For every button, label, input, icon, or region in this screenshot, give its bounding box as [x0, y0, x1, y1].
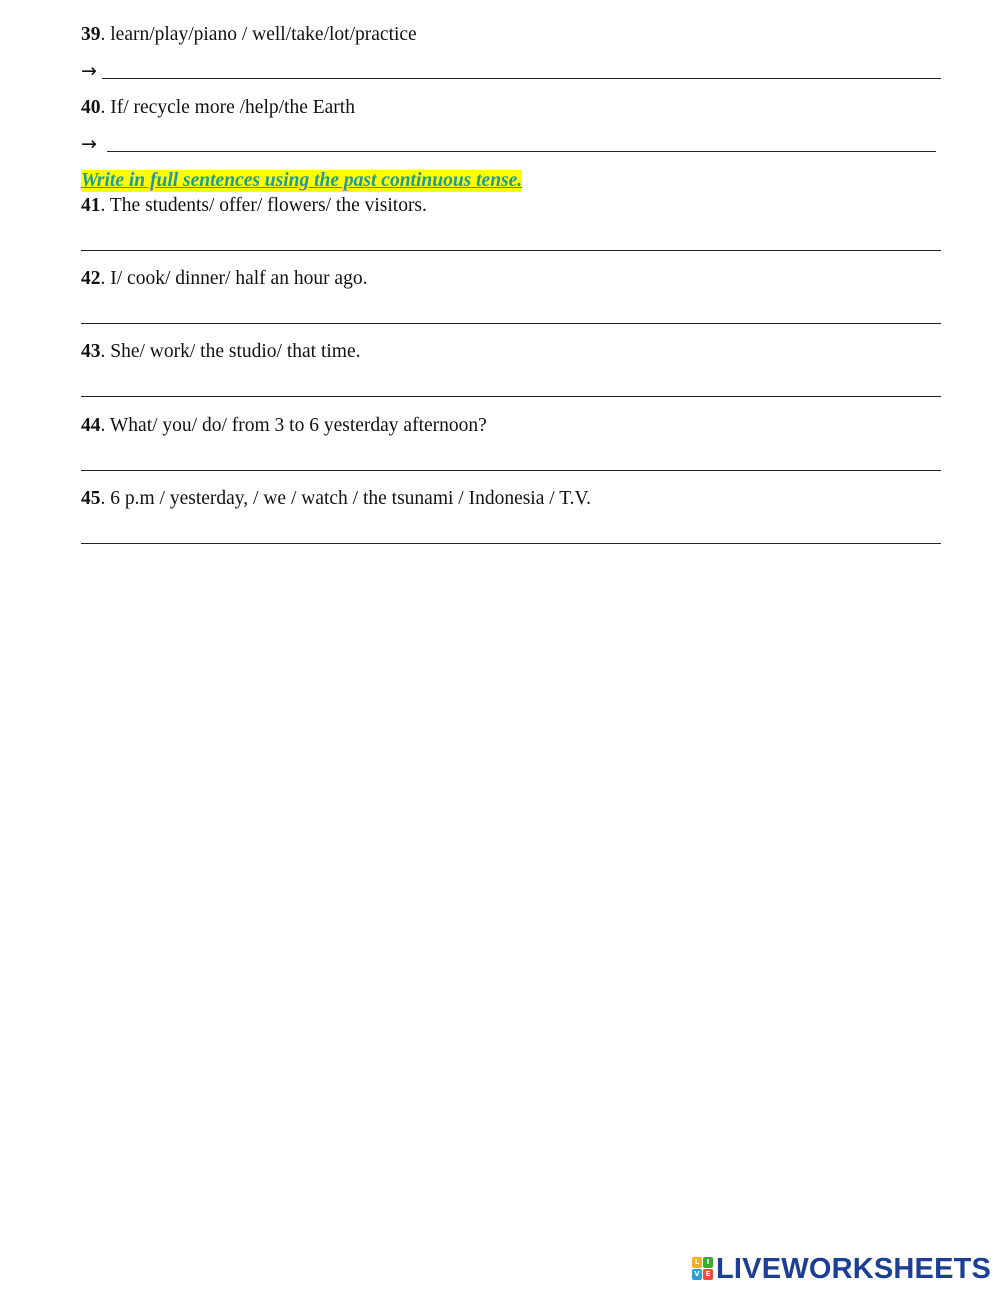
question-prompt: . She/ work/ the studio/ that time. — [100, 341, 361, 362]
arrow-icon: → — [81, 133, 97, 155]
question-number: 40 — [81, 97, 101, 118]
question-number: 42 — [81, 268, 101, 289]
question-prompt: . If/ recycle more /help/the Earth — [100, 97, 355, 118]
answer-blank[interactable] — [81, 250, 941, 251]
answer-line-41[interactable] — [81, 231, 941, 255]
question-43 — [81, 340, 360, 364]
logo-wordmark: LIVEWORKSHEETS — [716, 1253, 992, 1285]
answer-blank[interactable] — [81, 323, 941, 324]
answer-line-42[interactable] — [81, 304, 941, 328]
question-45 — [81, 487, 591, 511]
logo-tile: E — [703, 1269, 713, 1280]
answer-line-43[interactable] — [81, 377, 941, 401]
question-number: 44 — [81, 415, 101, 436]
answer-line-45[interactable] — [81, 524, 941, 548]
question-number: 39 — [81, 24, 101, 45]
question-44 — [81, 414, 487, 438]
question-prompt: . learn/play/piano / well/take/lot/practice — [100, 24, 417, 45]
question-prompt: . 6 p.m / yesterday, / we / watch / the tsunami / Indonesia / T.V. — [100, 488, 591, 509]
question-number: 43 — [81, 341, 101, 362]
liveworksheets-logo[interactable] — [692, 1253, 991, 1285]
answer-blank[interactable] — [107, 151, 936, 152]
question-prompt: . I/ cook/ dinner/ half an hour ago. — [100, 268, 368, 289]
question-number: 41 — [81, 195, 101, 216]
answer-line-44[interactable] — [81, 451, 941, 475]
question-number: 45 — [81, 488, 101, 509]
answer-blank[interactable] — [102, 78, 941, 79]
liveworksheets-icon — [692, 1257, 713, 1281]
instruction-heading: Write in full sentences using the past continuous tense. — [81, 170, 523, 191]
answer-line-40[interactable] — [81, 132, 936, 156]
question-42 — [81, 267, 367, 291]
question-41 — [81, 194, 427, 218]
question-40 — [81, 96, 355, 120]
question-prompt: . The students/ offer/ flowers/ the visitors. — [100, 195, 427, 216]
answer-blank[interactable] — [81, 470, 941, 471]
answer-line-39[interactable] — [81, 59, 941, 83]
answer-blank[interactable] — [81, 396, 941, 397]
logo-tile: V — [692, 1269, 702, 1280]
question-prompt: . What/ you/ do/ from 3 to 6 yesterday afternoon? — [100, 415, 487, 436]
logo-tile: I — [703, 1257, 713, 1268]
logo-tile: L — [692, 1257, 702, 1268]
arrow-icon: → — [81, 60, 97, 82]
question-39 — [81, 23, 417, 47]
answer-blank[interactable] — [81, 543, 941, 544]
